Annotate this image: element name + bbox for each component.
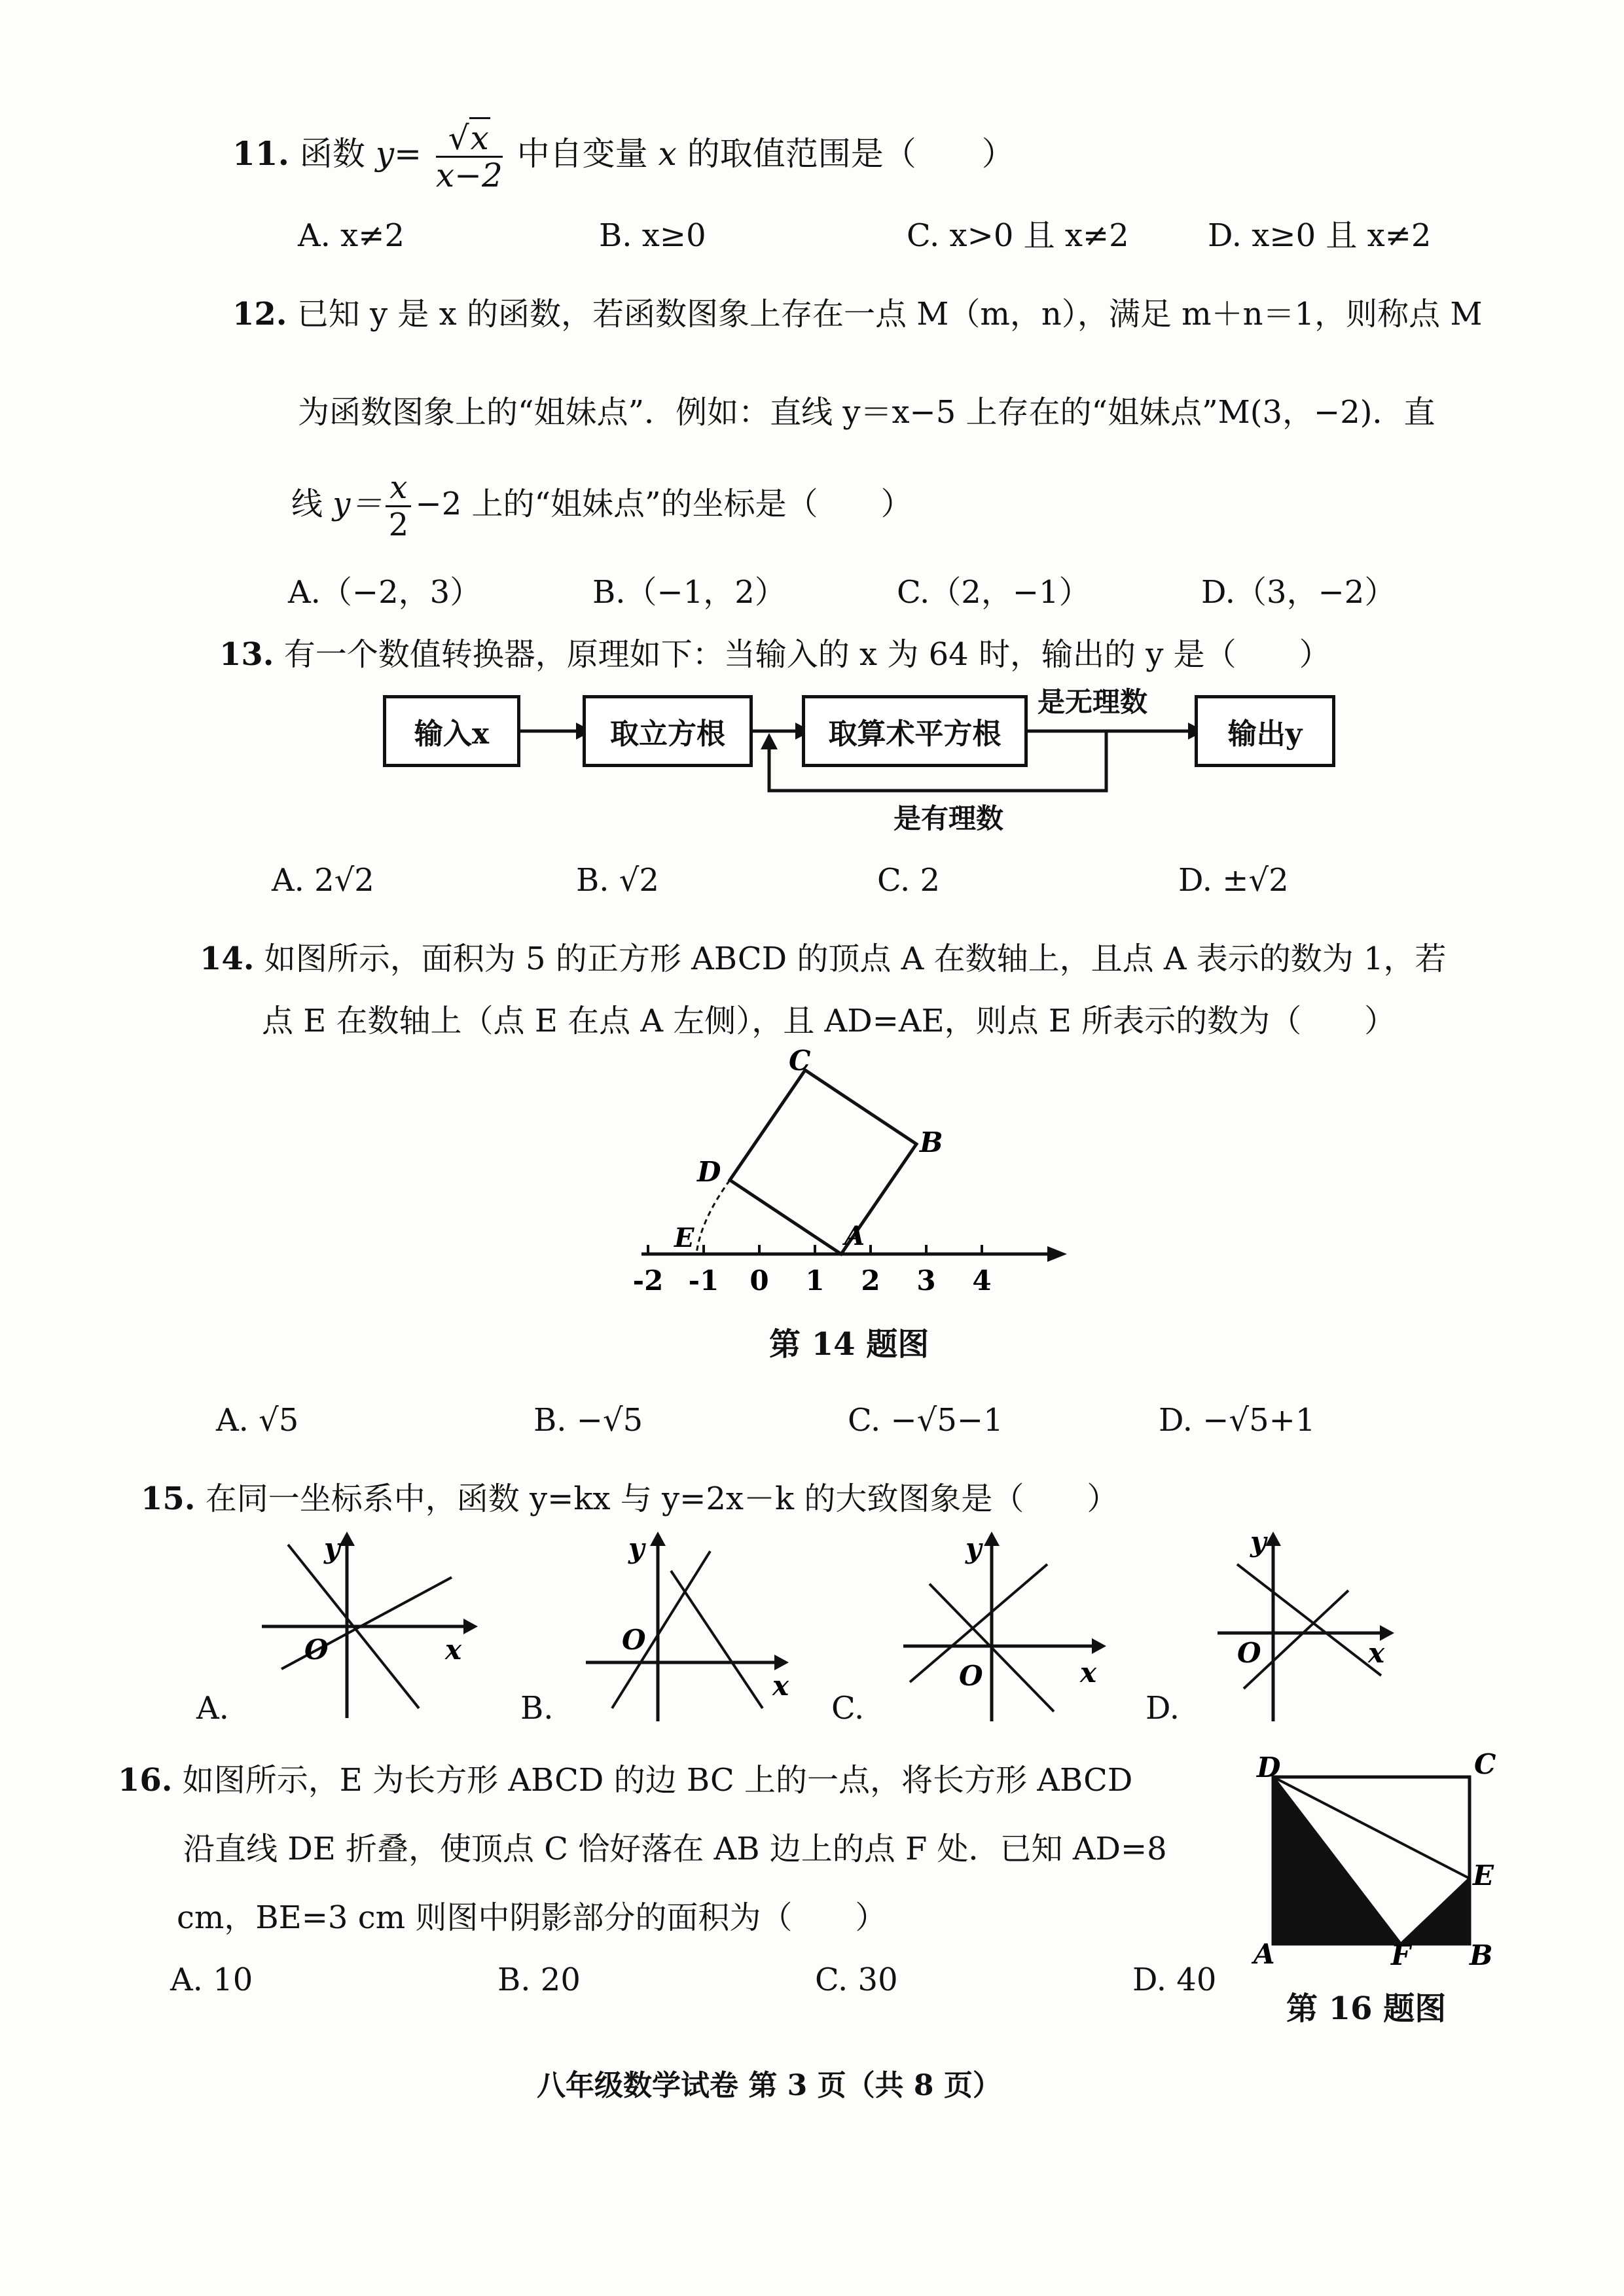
q11-stem-post: 中自变量: [516, 135, 648, 173]
q16-point-c: C: [1474, 1748, 1496, 1780]
q16-line2: 沿直线 DE 折叠，使顶点 C 恰好落在 AB 边上的点 F 处．已知 AD=8: [183, 1831, 1167, 1867]
q15-graph-a[interactable]: [255, 1532, 478, 1721]
q15-graph-b[interactable]: [579, 1532, 802, 1728]
q13-number: 13.: [219, 636, 274, 673]
q13-option-a[interactable]: A. 2√2: [272, 862, 374, 899]
q14-point-e: E: [674, 1223, 695, 1253]
q15-stem-text: 在同一坐标系中，函数 y=kx 与 y=2x－k 的大致图象是（ ）: [205, 1480, 1119, 1517]
q16-number: 16.: [118, 1762, 173, 1799]
svg-text:y: y: [1250, 1532, 1267, 1558]
q13-option-b[interactable]: B. √2: [576, 862, 659, 899]
q15-stem: [141, 1479, 1118, 1518]
q16-point-d: D: [1257, 1751, 1281, 1784]
q13-box-input: 输入x: [383, 695, 520, 767]
q11-frac-num: x: [469, 117, 490, 157]
q13-box-square-root: 取算术平方根: [802, 695, 1028, 767]
q14-point-a: A: [844, 1221, 865, 1251]
q15-option-b[interactable]: B.: [520, 1690, 554, 1727]
q14-option-d[interactable]: D. −√5+1: [1159, 1402, 1316, 1439]
q11-y: y: [375, 135, 395, 173]
q11-option-b[interactable]: B. x≥0: [599, 217, 706, 254]
q12-frac-den: 2: [388, 507, 409, 543]
q14-point-b: B: [920, 1126, 943, 1158]
svg-text:y: y: [628, 1532, 645, 1564]
page-footer: 八年级数学试卷 第 3 页（共 8 页）: [537, 2069, 1001, 2102]
q12-option-a[interactable]: A.（−2，3）: [288, 574, 482, 611]
q14-caption: 第 14 题图: [769, 1326, 929, 1363]
q14-option-c[interactable]: C. −√5−1: [848, 1402, 1003, 1439]
q16-figure: [1244, 1748, 1506, 1970]
svg-text:x: x: [445, 1634, 462, 1666]
q11-x: x: [658, 135, 677, 173]
q13-box-cube-root: 取立方根: [583, 695, 753, 767]
q11-stem-pre: 函数: [299, 135, 365, 173]
q16-point-f: F: [1391, 1939, 1411, 1970]
q14-point-c: C: [789, 1047, 811, 1077]
q11-frac-den: x−2: [435, 156, 503, 194]
q14-tick-label: 1: [805, 1265, 825, 1297]
q12-line3-post: −2 上的“姐妹点”的坐标是（ ）: [415, 486, 912, 522]
q14-tick-label: -2: [632, 1265, 664, 1297]
q11-option-c[interactable]: C. x>0 且 x≠2: [907, 217, 1129, 254]
q16-line1-text: 如图所示，E 为长方形 ABCD 的边 BC 上的一点，将长方形 ABCD: [182, 1762, 1133, 1799]
svg-text:y: y: [965, 1532, 982, 1564]
q15-option-c[interactable]: C.: [831, 1690, 865, 1727]
q14-line2: 点 E 在数轴上（点 E 在点 A 左侧），且 AD=AE，则点 E 所表示的数为（ ）: [262, 1003, 1396, 1039]
q11-eq: =: [394, 135, 422, 173]
q14-tick-label: 0: [749, 1265, 769, 1297]
q14-arc: [696, 1180, 730, 1254]
q15-option-d[interactable]: D.: [1146, 1690, 1180, 1727]
q16-option-b[interactable]: B. 20: [497, 1962, 581, 1998]
q13-label-irrational: 是无理数: [1038, 686, 1148, 718]
q16-option-a[interactable]: A. 10: [170, 1962, 253, 1998]
q11-option-a[interactable]: A. x≠2: [298, 217, 405, 254]
q11-stem-end: 的取值范围是（ ）: [687, 135, 1015, 173]
q14-tick-label: 4: [972, 1265, 992, 1297]
q14-square: [730, 1070, 916, 1254]
q12-option-d[interactable]: D.（3，−2）: [1201, 574, 1396, 611]
q15-number: 15.: [141, 1480, 196, 1517]
q14-point-d: D: [697, 1156, 721, 1188]
q13-label-rational: 是有理数: [893, 802, 1004, 834]
svg-text:x: x: [1368, 1637, 1385, 1669]
svg-text:O: O: [1237, 1637, 1261, 1669]
q16-point-e: E: [1473, 1859, 1494, 1892]
q12-line3-y: y＝: [333, 486, 382, 522]
q15-graph-d[interactable]: [1211, 1532, 1434, 1728]
q12-option-b[interactable]: B.（−1，2）: [592, 574, 786, 611]
q11-number: 11.: [232, 134, 289, 173]
q16-option-c[interactable]: C. 30: [815, 1962, 898, 1998]
q13-option-d[interactable]: D. ±√2: [1178, 862, 1289, 899]
q13-box-output: 输出y: [1195, 695, 1335, 767]
svg-text:x: x: [1080, 1657, 1097, 1689]
q14-figure: [628, 1047, 1087, 1322]
q13-stem-text: 有一个数值转换器，原理如下：当输入的 x 为 64 时，输出的 y 是（ ）: [283, 636, 1331, 673]
q12-option-c[interactable]: C.（2，−1）: [897, 574, 1091, 611]
q12-number: 12.: [232, 296, 287, 332]
q14-tick-label: -1: [688, 1265, 719, 1297]
q12-line3-pre: 线: [291, 486, 323, 522]
q16-point-a: A: [1254, 1938, 1275, 1970]
q16-line1: [118, 1761, 1132, 1800]
svg-text:y: y: [324, 1532, 340, 1564]
q11-fraction: $\frac{√x}{x-2}$: [436, 120, 503, 193]
q16-line3: cm，BE=3 cm 则图中阴影部分的面积为（ ）: [177, 1899, 887, 1936]
q15-option-a[interactable]: A.: [196, 1690, 229, 1727]
q16-point-b: B: [1470, 1939, 1493, 1970]
svg-text:x: x: [772, 1670, 789, 1702]
q14-arrow-icon: [1047, 1246, 1067, 1262]
q14-tick-label: 2: [861, 1265, 880, 1297]
q11-option-d[interactable]: D. x≥0 且 x≠2: [1208, 217, 1432, 254]
q12-line1-text: 已知 y 是 x 的函数，若函数图象上存在一点 M（m，n），满足 m＋n＝1，则称点 M: [297, 296, 1483, 332]
q12-line2: 为函数图象上的“姐妹点”．例如：直线 y＝x−5 上存在的“姐妹点”M(3，−2)．直: [298, 394, 1435, 431]
q14-number: 14.: [200, 941, 255, 977]
svg-text:O: O: [304, 1634, 329, 1666]
q13-option-c[interactable]: C. 2: [877, 862, 941, 899]
q14-option-b[interactable]: B. −√5: [533, 1402, 643, 1439]
svg-text:O: O: [959, 1660, 983, 1692]
q16-caption: 第 16 题图: [1286, 1990, 1447, 2027]
q14-line1: [200, 939, 1447, 978]
q12-frac-num: x: [386, 470, 411, 507]
q15-graph-c[interactable]: [897, 1532, 1119, 1728]
q14-option-a[interactable]: A. √5: [216, 1402, 299, 1439]
q16-option-d[interactable]: D. 40: [1132, 1962, 1217, 1998]
svg-text:O: O: [622, 1624, 646, 1656]
q14-line1-text: 如图所示，面积为 5 的正方形 ABCD 的顶点 A 在数轴上，且点 A 表示的数为 1，若: [264, 941, 1447, 977]
q14-tick-label: 3: [916, 1265, 936, 1297]
